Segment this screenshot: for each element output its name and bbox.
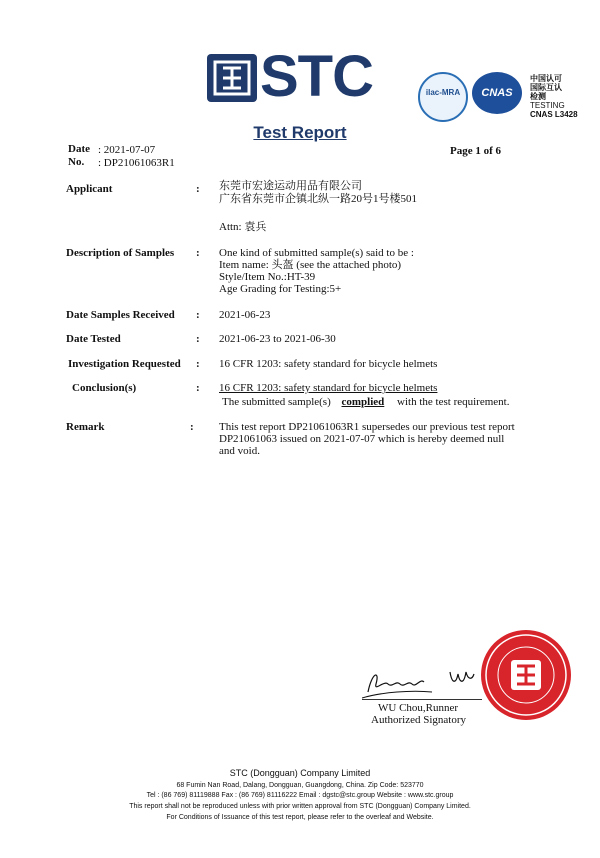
conclusion-verdict: complied bbox=[341, 396, 385, 408]
footer-company: STC (Dongguan) Company Limited bbox=[229, 768, 371, 778]
report-title: Test Report bbox=[253, 123, 347, 142]
description-line-4: Age Grading for Testing:5+ bbox=[219, 283, 342, 295]
date-received-value: 2021-06-23 bbox=[219, 309, 271, 321]
report-number-label: No. bbox=[68, 156, 85, 168]
remark-label: Remark bbox=[66, 421, 105, 433]
date-label: Date bbox=[68, 143, 90, 155]
signatory-name: WU Chou,Runner bbox=[378, 702, 459, 714]
company-seal bbox=[481, 630, 571, 720]
stc-logo-text: STC bbox=[260, 44, 373, 109]
conclusion-statement bbox=[222, 396, 509, 408]
conclusion-pre: The submitted sample(s) bbox=[222, 396, 331, 408]
applicant-colon: : bbox=[196, 183, 200, 195]
footer-notice-1: This report shall not be reproduced unless with prior written approval from STC (Dongguan) Company Limited. bbox=[129, 803, 471, 810]
conclusion-standard: 16 CFR 1203: safety standard for bicycle helmets bbox=[219, 382, 438, 394]
date-value: : 2021-07-07 bbox=[98, 144, 156, 156]
remark-colon: : bbox=[190, 421, 194, 433]
applicant-label: Applicant bbox=[66, 183, 113, 195]
remark-line-1: This test report DP21061063R1 supersedes our previous test report bbox=[219, 421, 515, 433]
cnas-accreditation-text: 中国认可 国际互认 检测 TESTING CNAS L3428 bbox=[530, 74, 578, 119]
remark-line-2: DP21061063 issued on 2021-07-07 which is hereby deemed null bbox=[219, 433, 505, 445]
footer-address: 68 Fumin Nan Road, Dalang, Dongguan, Guangdong, China. Zip Code: 523770 bbox=[176, 782, 424, 789]
conclusion-post: with the test requirement. bbox=[397, 396, 510, 408]
ilac-mra-logo bbox=[418, 72, 468, 122]
applicant-address: 广东省东莞市企镇北纵一路20号1号楼501 bbox=[219, 193, 417, 205]
cnas-label: CNAS bbox=[481, 87, 513, 99]
footer-contact: Tel : (86 769) 81119888 Fax : (86 769) 81116222 Email : dgstc@stc.group Website : www.stc.group bbox=[146, 792, 454, 799]
description-line-1: One kind of submitted sample(s) said to be : bbox=[219, 247, 414, 259]
investigation-colon: : bbox=[196, 358, 200, 370]
investigation-value: 16 CFR 1203: safety standard for bicycle helmets bbox=[219, 358, 438, 370]
conclusion-label: Conclusion(s) bbox=[72, 382, 137, 394]
applicant-attn: Attn: 袁兵 bbox=[219, 221, 267, 233]
report-number-value: : DP21061063R1 bbox=[98, 157, 175, 169]
date-tested-label: Date Tested bbox=[66, 333, 121, 345]
description-colon: : bbox=[196, 247, 200, 259]
date-tested-colon: : bbox=[196, 333, 200, 345]
description-line-2: Item name: 头盔 (see the attached photo) bbox=[219, 259, 402, 271]
investigation-label: Investigation Requested bbox=[68, 358, 181, 370]
date-received-colon: : bbox=[196, 309, 200, 321]
date-tested-value: 2021-06-23 to 2021-06-30 bbox=[219, 333, 336, 345]
applicant-name: 东莞市宏途运动用品有限公司 bbox=[219, 180, 362, 192]
conclusion-colon: : bbox=[196, 382, 200, 394]
description-label: Description of Samples bbox=[66, 247, 175, 259]
ilac-mra-label: ilac-MRA bbox=[425, 88, 461, 97]
signature-line bbox=[362, 699, 482, 700]
footer-notice-2: For Conditions of Issuance of this test report, please refer to the overleaf and Website. bbox=[166, 814, 434, 821]
stc-logo-mark bbox=[207, 54, 257, 102]
description-line-3: Style/Item No.:HT-39 bbox=[219, 271, 316, 283]
handwritten-signature bbox=[362, 662, 482, 707]
remark-line-3: and void. bbox=[219, 445, 260, 457]
page-number: Page 1 of 6 bbox=[450, 145, 502, 157]
signatory-title: Authorized Signatory bbox=[371, 714, 467, 726]
date-received-label: Date Samples Received bbox=[66, 309, 175, 321]
